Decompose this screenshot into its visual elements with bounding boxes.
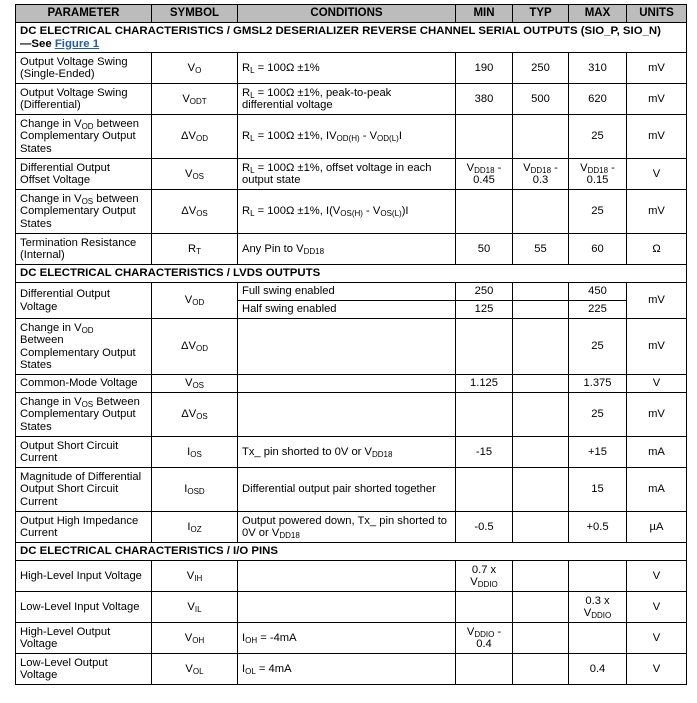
conditions-cell: Full swing enabled [238, 283, 456, 301]
min-cell: 250 [456, 283, 513, 301]
conditions-cell: $R_L = 100\Omega \pm 1\%$, $I(V_{OS(H)} - V_{OS(L)})I$ [238, 190, 456, 234]
table-row [16, 654, 687, 685]
param-cell: Change in $V_{OS}$ Between Complementary Output States [16, 393, 152, 437]
max-cell: $V_{DD18}$ - 0.15 [569, 159, 627, 190]
conditions-cell: $I_{OH} = -4mA$ [238, 623, 456, 654]
spec-table [15, 4, 687, 685]
section-title-text: DC ELECTRICAL CHARACTERISTICS / GMSL2 DESERIALIZER REVERSE CHANNEL SERIAL OUTPUTS (SIO_P, SIO_N) [20, 25, 661, 37]
max-cell: 225 [569, 301, 627, 319]
symbol-cell: $\Delta V_{OS}$ [152, 190, 238, 234]
min-cell: -0.5 [456, 512, 513, 543]
table-row [16, 53, 687, 84]
conditions-cell: $R_L = 100\Omega \pm 1\%$, $IV_{OD(H)} - V_{OD(L)}I$ [238, 115, 456, 159]
conditions-cell: $I_{OL} = 4mA$ [238, 654, 456, 685]
symbol-cell: $I_{OS}$ [152, 437, 238, 468]
param-cell: Output Voltage Swing (Single-Ended) [16, 53, 152, 84]
header-max: MAX [569, 5, 627, 23]
min-cell [456, 190, 513, 234]
conditions-cell: Tx_ pin shorted to 0V or $V_{DD18}$ [238, 437, 456, 468]
units-cell: mV [627, 319, 687, 375]
conditions-cell: Any Pin to $V_{DD18}$ [238, 234, 456, 265]
param-cell: Change in $V_{OD}$ Between Complementary Output States [16, 319, 152, 375]
min-cell: 0.7 x $V_{DDIO}$ [456, 561, 513, 592]
typ-cell [513, 623, 569, 654]
symbol-cell: $V_{OS}$ [152, 375, 238, 393]
param-cell: Output High Impedance Current [16, 512, 152, 543]
conditions-cell: Output powered down, Tx_ pin shorted to 0V or $V_{DD18}$ [238, 512, 456, 543]
units-cell: mV [627, 190, 687, 234]
header-conditions: CONDITIONS [238, 5, 456, 23]
conditions-cell [238, 561, 456, 592]
symbol-cell: $\Delta V_{OD}$ [152, 319, 238, 375]
units-cell: V [627, 654, 687, 685]
max-cell: +0.5 [569, 512, 627, 543]
typ-cell: 500 [513, 84, 569, 115]
typ-cell [513, 512, 569, 543]
header-row [16, 5, 687, 23]
table-row [16, 115, 687, 159]
typ-cell [513, 437, 569, 468]
table-row [16, 623, 687, 654]
section-title: DC ELECTRICAL CHARACTERISTICS / I/O PINS [16, 543, 687, 561]
param-cell: High-Level Output Voltage [16, 623, 152, 654]
max-cell [569, 561, 627, 592]
typ-cell [513, 190, 569, 234]
typ-cell [513, 393, 569, 437]
param-cell: Common-Mode Voltage [16, 375, 152, 393]
max-cell: 25 [569, 115, 627, 159]
typ-cell [513, 468, 569, 512]
units-cell: mA [627, 468, 687, 512]
units-cell: V [627, 561, 687, 592]
max-cell: 25 [569, 319, 627, 375]
param-cell: Magnitude of Differential Output Short Circuit Current [16, 468, 152, 512]
max-cell: 310 [569, 53, 627, 84]
table-row [16, 592, 687, 623]
table-row [16, 84, 687, 115]
symbol-cell: $V_{IL}$ [152, 592, 238, 623]
typ-cell: 250 [513, 53, 569, 84]
table-row [16, 393, 687, 437]
units-cell: V [627, 592, 687, 623]
conditions-cell [238, 319, 456, 375]
units-cell: µA [627, 512, 687, 543]
units-cell: mA [627, 437, 687, 468]
param-cell: Change in $V_{OD}$ between Complementary Output States [16, 115, 152, 159]
symbol-cell: $V_{OH}$ [152, 623, 238, 654]
min-cell: $V_{DDIO}$ - 0.4 [456, 623, 513, 654]
table-row [16, 468, 687, 512]
section-header-lvds [16, 265, 687, 283]
header-parameter: PARAMETER [16, 5, 152, 23]
max-cell: 60 [569, 234, 627, 265]
param-cell: High-Level Input Voltage [16, 561, 152, 592]
symbol-cell: $V_{OD}$ [152, 283, 238, 319]
param-cell: Low-Level Input Voltage [16, 592, 152, 623]
conditions-cell [238, 393, 456, 437]
typ-cell [513, 592, 569, 623]
min-cell: 125 [456, 301, 513, 319]
units-cell: mV [627, 84, 687, 115]
section-header-io [16, 543, 687, 561]
typ-cell [513, 561, 569, 592]
symbol-cell: $V_O$ [152, 53, 238, 84]
max-cell: 15 [569, 468, 627, 512]
conditions-cell: $R_L = 100\Omega \pm 1\%$, offset voltage in each output state [238, 159, 456, 190]
max-cell [569, 623, 627, 654]
typ-cell [513, 283, 569, 301]
max-cell: 620 [569, 84, 627, 115]
typ-cell [513, 375, 569, 393]
conditions-cell: Differential output pair shorted together [238, 468, 456, 512]
units-cell: mV [627, 53, 687, 84]
symbol-cell: $V_{OL}$ [152, 654, 238, 685]
table-row [16, 375, 687, 393]
units-cell: V [627, 159, 687, 190]
typ-cell: 55 [513, 234, 569, 265]
header-symbol: SYMBOL [152, 5, 238, 23]
symbol-cell: $\Delta V_{OD}$ [152, 115, 238, 159]
units-cell: V [627, 623, 687, 654]
min-cell [456, 468, 513, 512]
header-units: UNITS [627, 5, 687, 23]
typ-cell: $V_{DD18}$ - 0.3 [513, 159, 569, 190]
table-row [16, 561, 687, 592]
symbol-cell: $V_{OS}$ [152, 159, 238, 190]
min-cell: 380 [456, 84, 513, 115]
table-row [16, 283, 687, 301]
table-row [16, 319, 687, 375]
typ-cell [513, 301, 569, 319]
conditions-cell [238, 375, 456, 393]
min-cell: 50 [456, 234, 513, 265]
conditions-cell: Half swing enabled [238, 301, 456, 319]
param-cell: Output Voltage Swing (Differential) [16, 84, 152, 115]
min-cell [456, 393, 513, 437]
figure-1-link[interactable]: Figure 1 [54, 37, 100, 50]
conditions-cell: $R_L = 100\Omega \pm 1\%$, peak-to-peak differential voltage [238, 84, 456, 115]
symbol-cell: $R_T$ [152, 234, 238, 265]
symbol-cell: $\Delta V_{OS}$ [152, 393, 238, 437]
min-cell: 190 [456, 53, 513, 84]
typ-cell [513, 654, 569, 685]
table-row [16, 234, 687, 265]
min-cell [456, 319, 513, 375]
param-cell: Change in $V_{OS}$ between Complementary Output States [16, 190, 152, 234]
section-header-gmsl2 [16, 23, 687, 53]
param-cell: Differential Output Offset Voltage [16, 159, 152, 190]
min-cell [456, 592, 513, 623]
max-cell: 450 [569, 283, 627, 301]
units-cell: mV [627, 115, 687, 159]
param-cell: Differential Output Voltage [16, 283, 152, 319]
symbol-cell: $I_{OZ}$ [152, 512, 238, 543]
typ-cell [513, 115, 569, 159]
symbol-cell: $V_{ODT}$ [152, 84, 238, 115]
min-cell: 1.125 [456, 375, 513, 393]
table-row [16, 512, 687, 543]
max-cell: 25 [569, 190, 627, 234]
conditions-cell [238, 592, 456, 623]
see-text: —See [20, 37, 55, 50]
typ-cell [513, 319, 569, 375]
symbol-cell: $V_{IH}$ [152, 561, 238, 592]
param-cell: Output Short Circuit Current [16, 437, 152, 468]
max-cell: 0.3 x $V_{DDIO}$ [569, 592, 627, 623]
units-cell: V [627, 375, 687, 393]
min-cell [456, 115, 513, 159]
table-row [16, 159, 687, 190]
conditions-cell: $R_L = 100\Omega \pm 1\%$ [238, 53, 456, 84]
header-typ: TYP [513, 5, 569, 23]
units-cell: mV [627, 393, 687, 437]
header-min: MIN [456, 5, 513, 23]
units-cell: mV [627, 283, 687, 319]
min-cell: $V_{DD18}$ - 0.45 [456, 159, 513, 190]
table-row [16, 437, 687, 468]
max-cell: 25 [569, 393, 627, 437]
min-cell [456, 654, 513, 685]
param-cell: Termination Resistance (Internal) [16, 234, 152, 265]
param-cell: Low-Level Output Voltage [16, 654, 152, 685]
units-cell: Ω [627, 234, 687, 265]
symbol-cell: $I_{OSD}$ [152, 468, 238, 512]
section-title: DC ELECTRICAL CHARACTERISTICS / LVDS OUTPUTS [16, 265, 687, 283]
max-cell: 1.375 [569, 375, 627, 393]
min-cell: -15 [456, 437, 513, 468]
max-cell: 0.4 [569, 654, 627, 685]
max-cell: +15 [569, 437, 627, 468]
section-title [16, 23, 687, 53]
table-row [16, 190, 687, 234]
